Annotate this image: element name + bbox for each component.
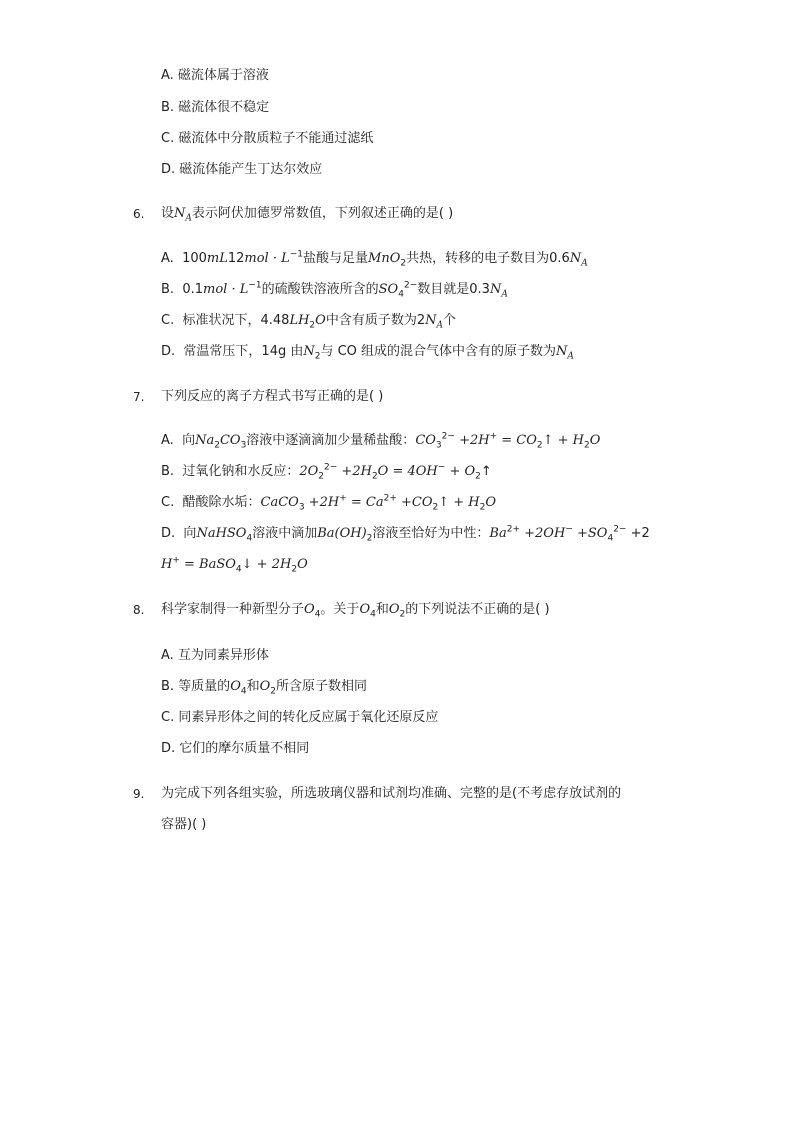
q5-option-c: C. 磁流体中分散质粒子不能通过滤纸 bbox=[161, 131, 374, 146]
q9-stem-line1: 为完成下列各组实验，所选玻璃仪器和试剂均准确、完整的是(不考虑存放试剂的 bbox=[161, 786, 622, 801]
q6-option-c: C. 标准状况下，$4.48LH_2O$中含有质子数为$2N_A$个 bbox=[161, 313, 456, 331]
q7-stem: 下列反应的离子方程式书写正确的是( ) bbox=[161, 389, 384, 404]
q7-option-d-line2: H+ = BaSO$_4$↓ + $2H_2O$ bbox=[161, 555, 308, 575]
q7-option-d: D. 向NaHSO$_4$溶液中滴加$Ba(OH)_2$溶液至恰好为中性：$Ba^{2+} +2OH^- +SO_4^{2-} +2$ bbox=[161, 524, 650, 544]
q9-stem-line2: 容器)( ) bbox=[161, 817, 207, 832]
q5-option-b: B. 磁流体很不稳定 bbox=[161, 100, 270, 115]
q8-option-b: B. 等质量的$O_4$和$O_2$所含原子数相同 bbox=[161, 679, 368, 697]
q6-number: 6. bbox=[133, 207, 145, 221]
q6-stem: 设$N_A$表示阿伏加德罗常数值，下列叙述正确的是( ) bbox=[161, 206, 454, 224]
q5-option-a: A. 磁流体属于溶液 bbox=[161, 68, 269, 83]
q8-option-c: C. 同素异形体之间的转化反应属于氧化还原反应 bbox=[161, 710, 439, 725]
q6-option-b: B. $0.1mol \cdot L^{-1}$的硫酸铁溶液所含的$SO_4^{2-}$数目就是$0.3N_A$ bbox=[161, 280, 508, 300]
q8-option-a: A. 互为同素异形体 bbox=[161, 648, 269, 663]
q7-number: 7. bbox=[133, 390, 145, 404]
q6-option-a: A. $100mL12mol \cdot L^{-1}$盐酸与足量MnO$_2$共热，转移的电子数目为$0.6N_A$ bbox=[161, 249, 588, 269]
q7-option-c: C. 醋酸除水垢：CaCO$_3$ $+2H^+ = Ca^{2+}$ $+CO_2↑ + H_2O$ bbox=[161, 493, 497, 513]
q8-stem: 科学家制得一种新型分子$O_4$。关于$O_4$和$O_2$的下列说法不正确的是( ) bbox=[161, 602, 550, 620]
q6-option-d: D. 常温常压下，14g 由$N_2$与 CO 组成的混合气体中含有的原子数为$N_A$ bbox=[161, 344, 574, 362]
q5-option-d: D. 磁流体能产生丁达尔效应 bbox=[161, 162, 323, 177]
q8-number: 8. bbox=[133, 603, 145, 617]
q7-option-a: A. 向$Na_2CO_3$溶液中逐滴滴加少量稀盐酸：$CO_3^{2-} +2H^+$ = $CO_2↑ + H_2O$ bbox=[161, 431, 601, 451]
q7-option-b: B. 过氧化钠和水反应：$2O_2^{2-} +2H_2O = 4OH^-$ + $O_2↑$ bbox=[161, 462, 492, 482]
q8-option-d: D. 它们的摩尔质量不相同 bbox=[161, 741, 310, 756]
q9-number: 9. bbox=[133, 787, 145, 801]
